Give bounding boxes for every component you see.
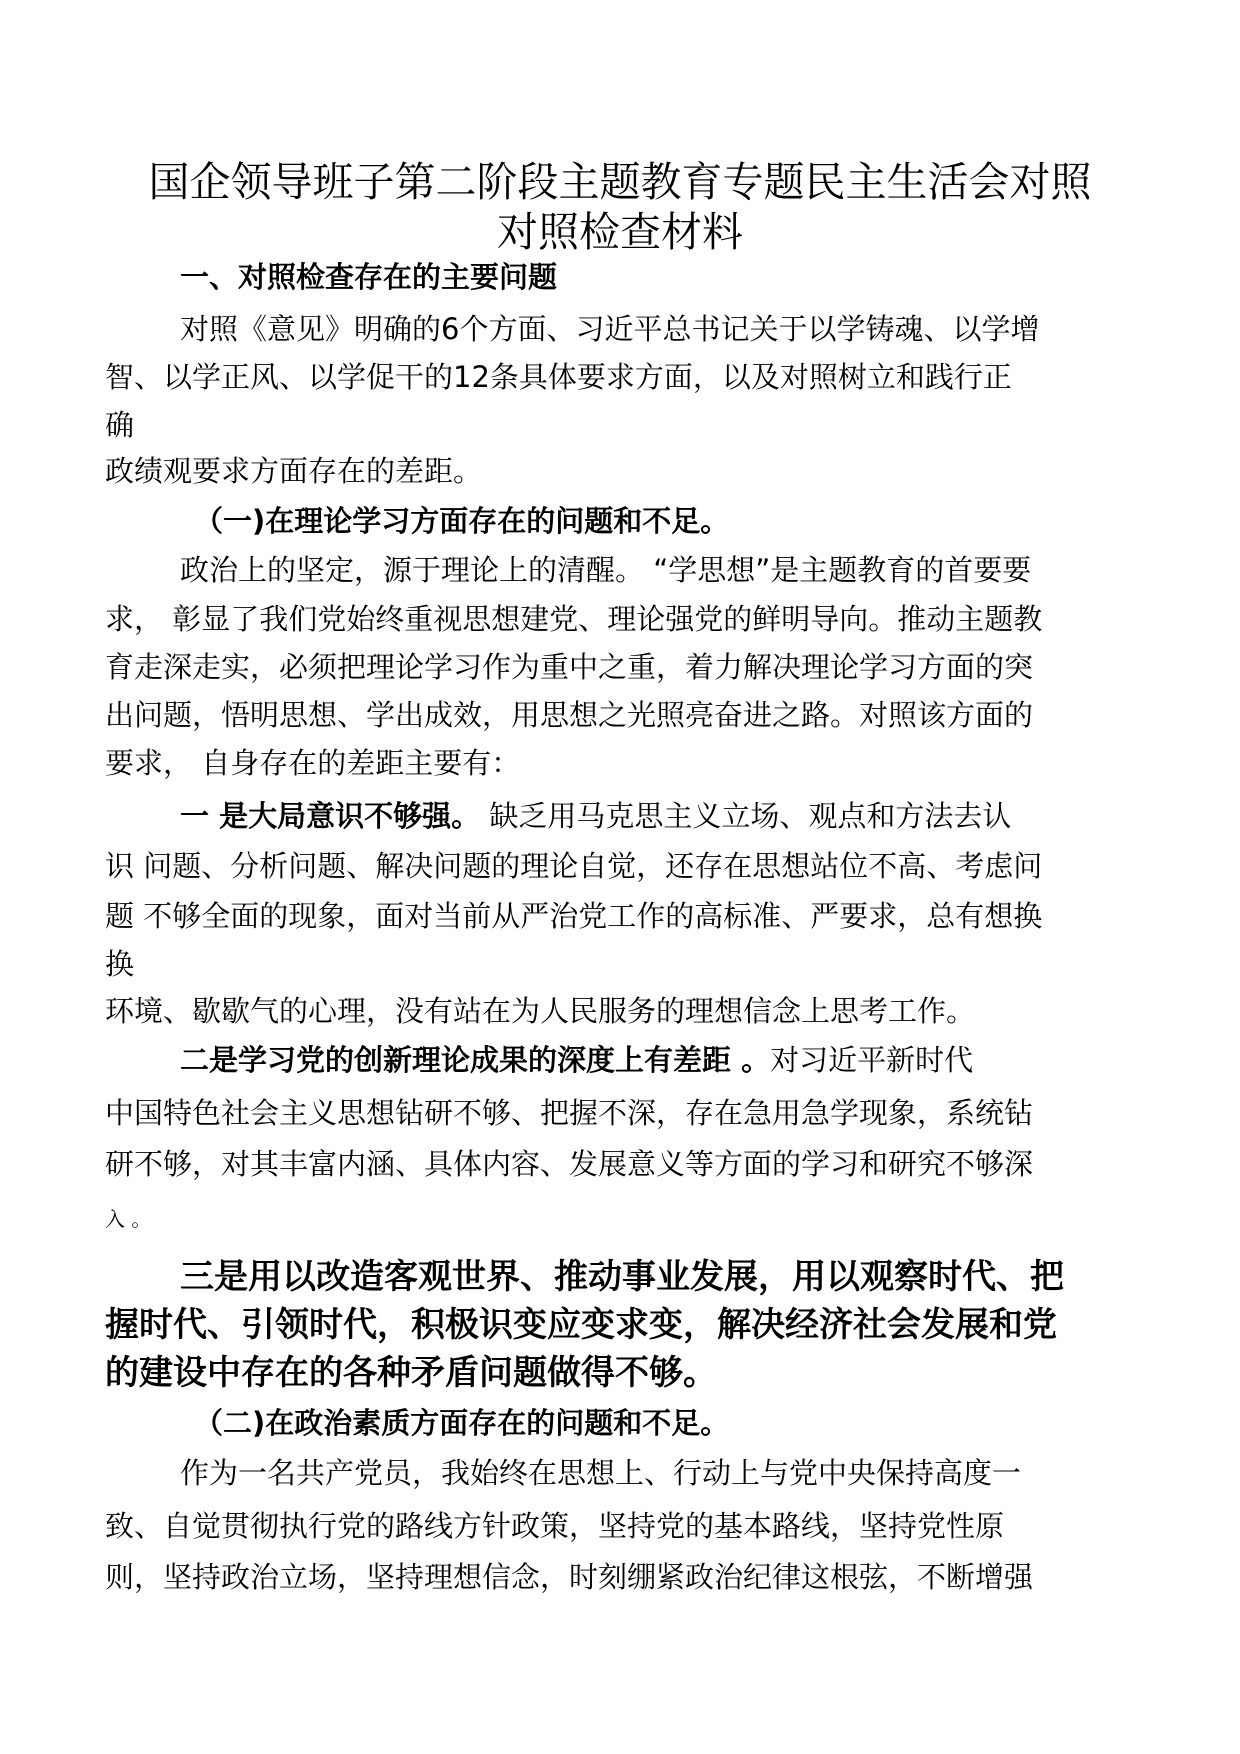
- para1-line-1: 政治上的坚定，源于理论上的清醒。 “学思想”是主题教育的首要要: [180, 553, 1032, 587]
- point1-line-5: 环境、歇歇气的心理，没有站在为人民服务的理想信念上思考工作。: [105, 994, 976, 1028]
- section-heading: 一、对照检查存在的主要问题: [180, 260, 558, 294]
- point2-line-4: 入 。: [105, 1207, 152, 1231]
- intro-line-1: 对照《意见》明确的6个方面、习近平总书记关于以学铸魂、以学增: [180, 312, 1040, 346]
- para1-line-4: 出问题，悟明思想、学出成效，用思想之光照亮奋进之路。对照该方面的: [105, 698, 1034, 732]
- point2-lead: 二是学习党的创新理论成果的深度上有差距 。: [180, 1043, 771, 1077]
- point3-line-3: 的建设中存在的各种矛盾问题做得不够。: [105, 1353, 717, 1393]
- para1-line-5: 要求， 自身存在的差距主要有：: [105, 746, 521, 780]
- para2-line-1: 作为一名共产党员，我始终在思想上、行动上与党中央保持高度一: [180, 1456, 1022, 1490]
- point3-line-1: 三是用以改造客观世界、推动事业发展，用以观察时代、把: [180, 1257, 1064, 1297]
- point1-line-1: [180, 797, 1011, 835]
- para2-line-2: 致、自觉贯彻执行党的路线方针政策，坚持党的基本路线，坚持党性原: [105, 1509, 1005, 1543]
- point2-line-1-rest: 对习近平新时代: [770, 1043, 974, 1077]
- point1-line-3: 题 不够全面的现象，面对当前从严治党工作的高标准、严要求，总有想换: [105, 899, 1043, 933]
- intro-line-4: 政绩观要求方面存在的差距。: [105, 454, 483, 488]
- para1-line-3: 育走深走实，必须把理论学习作为重中之重，着力解决理论学习方面的突: [105, 650, 1034, 684]
- intro-line-2: 智、以学正风、以学促干的12条具体要求方面，以及对照树立和践行正: [105, 360, 1012, 394]
- para1-line-2: 求， 彰显了我们党始终重视思想建党、理论强党的鲜明导向。推动主题教: [105, 602, 1043, 636]
- subsection-heading-1: （一)在理论学习方面存在的问题和不足。: [194, 504, 730, 538]
- point2-line-2: 中国特色社会主义思想钻研不够、把握不深，存在急用急学现象，系统钻: [105, 1096, 1034, 1130]
- point1-line-4: 换: [105, 947, 135, 981]
- point1-line-1-rest: 缺乏用马克思主义立场、观点和方法去认: [480, 799, 1012, 833]
- point2-line-3: 研不够，对其丰富内涵、具体内容、发展意义等方面的学习和研究不够深: [105, 1147, 1034, 1181]
- point2-line-1: [180, 1041, 973, 1079]
- document-title-line-2: 对照检查材料: [497, 208, 743, 256]
- point1-lead: 一 是大局意识不够强。: [180, 799, 481, 833]
- document-title-line-1: 国企领导班子第二阶段主题教育专题民主生活会对照: [148, 158, 1092, 206]
- point3-line-2: 握时代、引领时代，积极识变应变求变，解决经济社会发展和党: [105, 1305, 1057, 1345]
- point1-line-2: 识 问题、分析问题、解决问题的理论自觉，还存在思想站位不高、考虑问: [105, 849, 1043, 883]
- para2-line-3: 则，坚持政治立场，坚持理想信念，时刻绷紧政治纪律这根弦，不断增强: [105, 1560, 1034, 1594]
- subsection-heading-2: （二)在政治素质方面存在的问题和不足。: [194, 1406, 730, 1440]
- intro-line-3: 确: [105, 408, 135, 442]
